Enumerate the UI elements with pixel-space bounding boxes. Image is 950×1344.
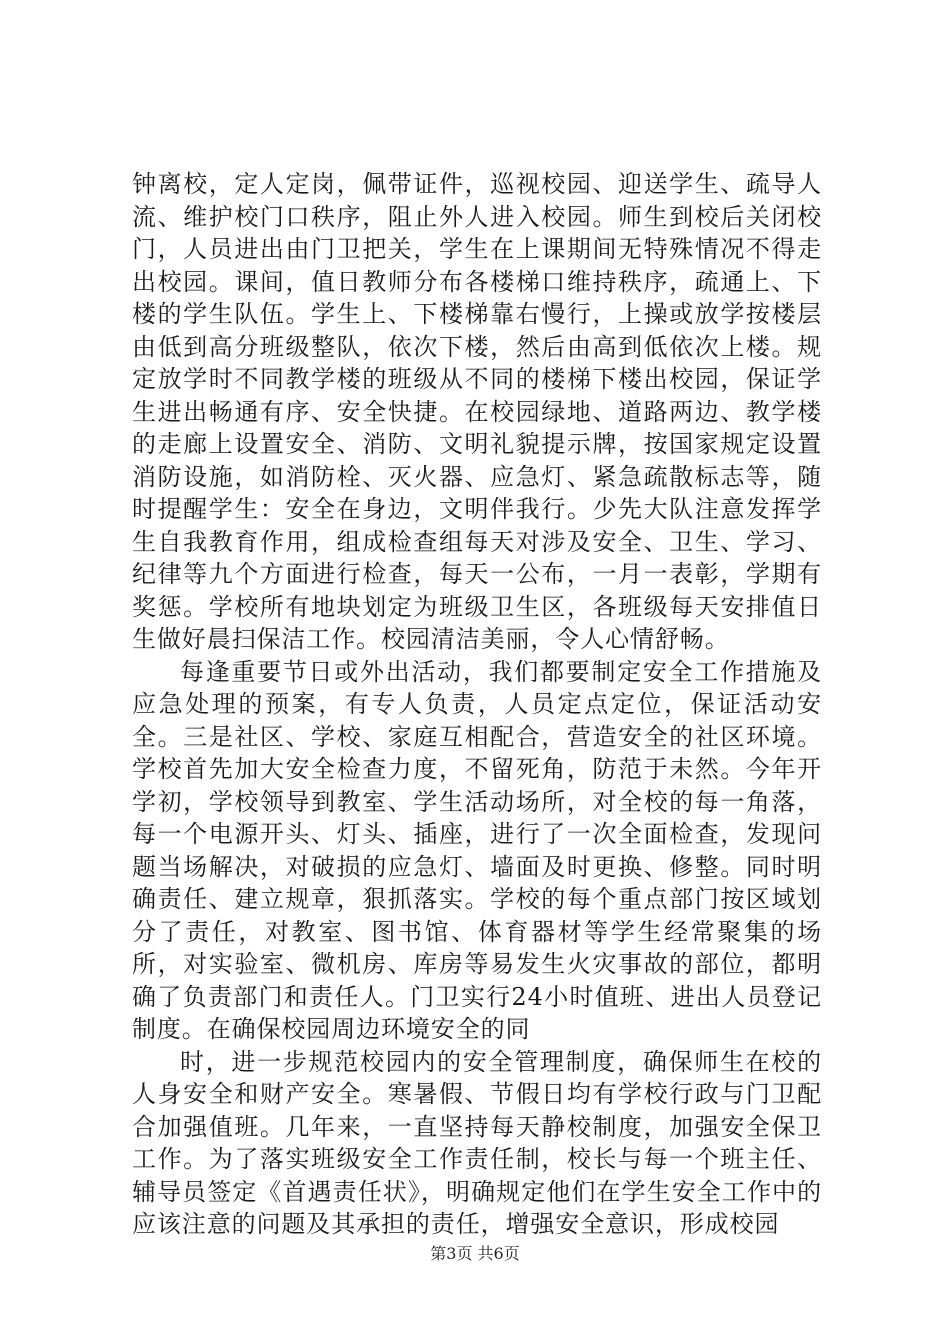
page-footer: 第3页 共6页 — [430, 1244, 520, 1263]
body-paragraph-2: 每逢重要节日或外出活动，我们都要制定安全工作措施及应急处理的预案，有专人负责，人员定点定位，保证活动安全。三是社区、学校、家庭互相配合，营造安全的社区环境。学校首先加大安全检查力度，不留死角，防范于未然。今年开学初，学校领导到教室、学生活动场所，对全校的每一角落，每一个电源开头、灯头、插座，进行了一次全面检查，发现问题当场解决，对破损的应急灯、墙面及时更换、修整。同时明确责任、建立规章，狠抓落实。学校的每个重点部门按区域划分了责任，对教室、图书馆、体育器材等学生经常聚集的场所，对实验室、微机房、库房等易发生火灾事故的部位，都明确了负责部门和责任人。门卫实行24小时值班、进出人员登记制度。在确保校园周边环境安全的同 — [132, 657, 822, 1043]
body-paragraph-3: 时，进一步规范校园内的安全管理制度，确保师生在校的人身安全和财产安全。寒暑假、节假日均有学校行政与门卫配合加强值班。几年来，一直坚持每天静校制度，加强安全保卫工作。为了落实班级安全工作责任制，校长与每一个班主任、辅导员签定《首遇责任状》，明确规定他们在学生安全工作中的应该注意的问题及其承担的责任，增强安全意识，形成校园 — [132, 1047, 822, 1238]
body-paragraph-1: 钟离校，定人定岗，佩带证件，巡视校园、迎送学生、疏导人流、维护校门口秩序，阻止外人进入校园。师生到校后关闭校门，人员进出由门卫把关，学生在上课期间无特殊情况不得走出校园。课间，值日教师分布各楼梯口维持秩序，疏通上、下楼的学生队伍。学生上、下楼梯靠右慢行，上操或放学按楼层由低到高分班级整队，依次下楼，然后由高到低依次上楼。规定放学时不同教学楼的班级从不同的楼梯下楼出校园，保证学生进出畅通有序、安全快捷。在校园绿地、道路两边、教学楼的走廊上设置安全、消防、文明礼貌提示牌，按国家规定设置消防设施，如消防栓、灭火器、应急灯、紧急疏散标志等，随时提醒学生：安全在身边，文明伴我行。少先大队注意发挥学生自我教育作用，组成检查组每天对涉及安全、卫生、学习、纪律等九个方面进行检查，每天一公布，一月一表彰，学期有奖惩。学校所有地块划定为班级卫生区，各班级每天安排值日生做好晨扫保洁工作。校园清洁美丽，令人心情舒畅。 — [132, 170, 822, 653]
document-body — [132, 168, 822, 1241]
